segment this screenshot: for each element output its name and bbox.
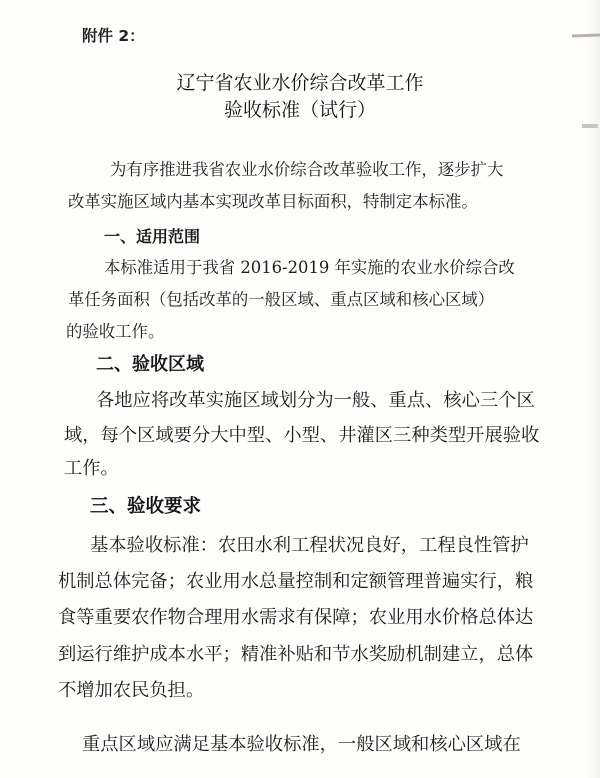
scope-line-2: 革任务面积（包括改革的一般区域、重点区域和核心区域） <box>68 290 495 309</box>
area-line-3: 工作。 <box>64 458 119 479</box>
document-title-line-2: 验收标准（试行） <box>223 99 376 121</box>
requirements-line-2: 机制总体完备；农业用水总量控制和定额管理普遍实行，粮 <box>58 571 534 592</box>
intro-line-2: 改革实施区域内基本实现改革目标面积，特制定本标准。 <box>68 192 478 211</box>
intro-line-1: 为有序推进我省农业水价综合改革验收工作，逐步扩大 <box>110 160 504 179</box>
requirements-line-3: 食等重要农作物合理用水需求有保障；农业用水价格总体达 <box>58 607 534 628</box>
attachment-label: 附件 2： <box>82 27 145 45</box>
area-line-2: 域，每个区域要分大中型、小型、井灌区三种类型开展验收 <box>64 425 540 446</box>
scope-line-1: 本标准适用于我省 2016-2019 年实施的农业水价综合改 <box>104 258 515 277</box>
section-heading-scope: 一、适用范围 <box>104 227 201 246</box>
scope-line-3: 的验收工作。 <box>66 322 165 341</box>
section-heading-requirements: 三、验收要求 <box>90 496 202 517</box>
area-line-1: 各地应将改革实施区域划分为一般、重点、核心三个区 <box>96 390 535 411</box>
requirements-line-1: 基本验收标准：农田水利工程状况良好，工程良性管护 <box>90 535 529 556</box>
section-heading-area: 二、验收区域 <box>96 354 204 375</box>
scan-mark <box>582 124 598 128</box>
requirements-line-5: 不增加农民负担。 <box>58 680 205 701</box>
requirements-line-6: 重点区域应满足基本验收标准，一般区域和核心区域在 <box>82 734 521 755</box>
document-title-line-1: 辽宁省农业水价综合改革工作 <box>176 72 424 94</box>
requirements-line-4: 到运行维护成本水平；精准补贴和节水奖励机制建立，总体 <box>58 644 534 665</box>
